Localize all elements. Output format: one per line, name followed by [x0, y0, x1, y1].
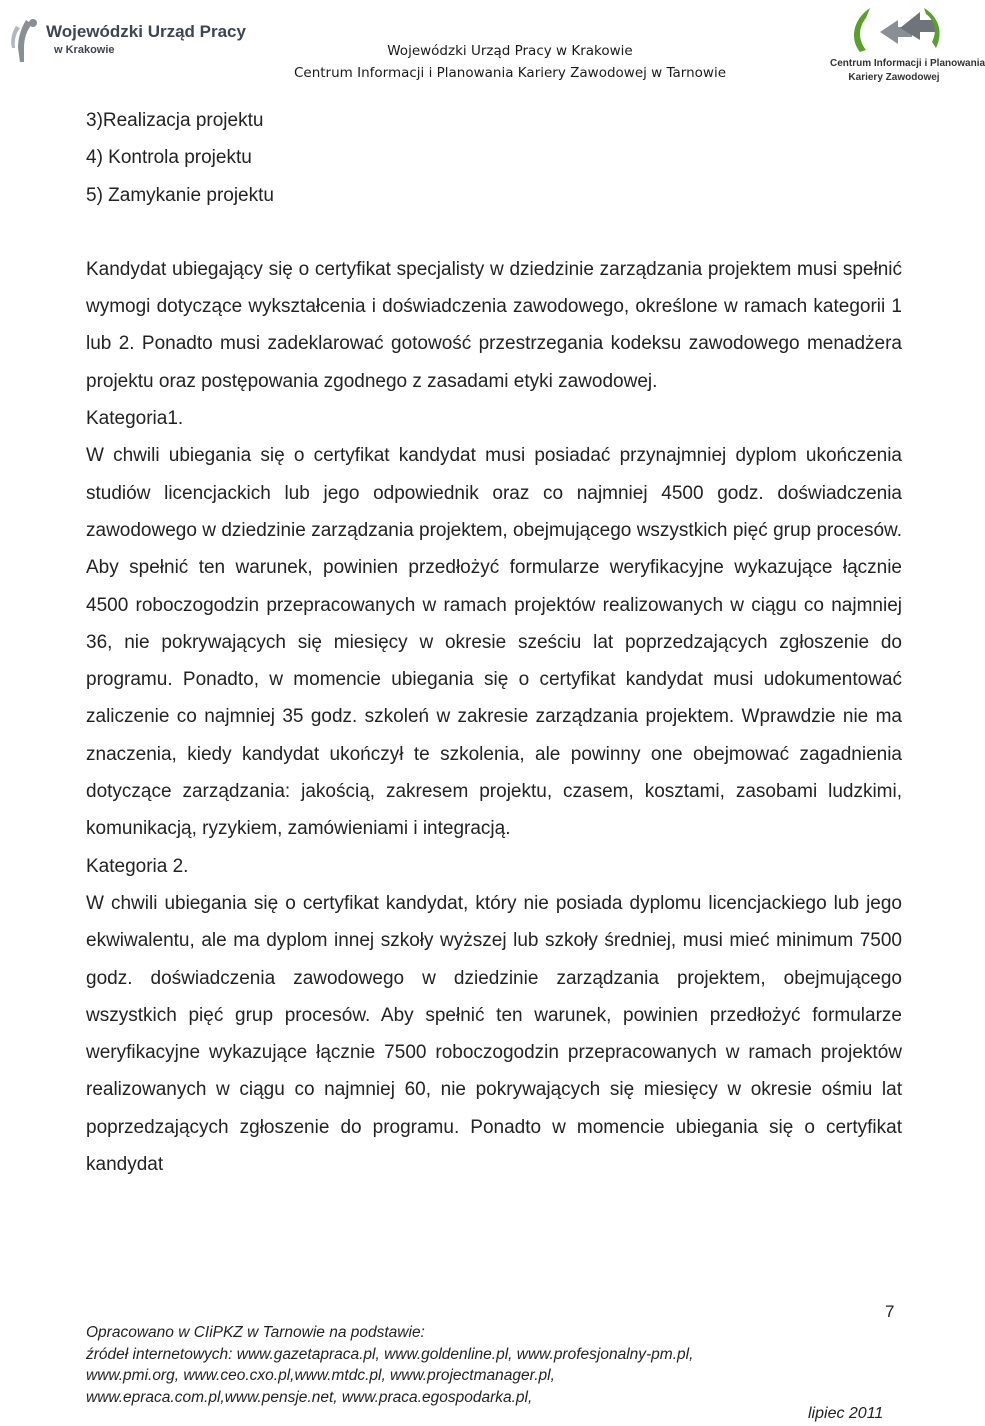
ciipkz-logo	[830, 2, 985, 88]
list-item: 4) Kontrola projektu	[86, 147, 252, 169]
wup-logo	[6, 18, 246, 66]
category-1-paragraph: W chwili ubiegania się o certyfikat kandydat musi posiadać przynajmniej dyplom ukończenia studiów licencjackich lub jego odpowiednik oraz co najmniej 4500 godz. doświadczenia zawodowego w dziedzinie zarządzania projektem, obejmującego wszystkich pięć grup procesów. Aby spełnić ten warunek, powinien przedłożyć formularze weryfikacyjne wykazujące łącznie 4500 roboczogodzin przepracowanych w ramach projektów realizowanych w ciągu co najmniej 36, nie pokrywających się miesięcy w okresie sześciu lat poprzedzających zgłoszenie do programu. Ponadto, w momencie ubiegania się o certyfikat kandydat musi udokumentować zaliczenie co najmniej 35 godz. szkoleń w zakresie zarządzania projektem. Wprawdzie nie ma znaczenia, kiedy kandydat ukończył te szkolenia, ale powinny one obejmować zagadnienia dotyczące zarządzania: jakością, zakresem projektu, czasem, kosztami, zasobami ludzkimi, komunikacją, ryzykiem, zamówieniami i integracją.	[86, 445, 902, 840]
document-body	[86, 102, 902, 1183]
ciipkz-logo-line2: Kariery Zawodowej	[848, 72, 940, 83]
wup-figure-icon	[6, 18, 44, 64]
footer-sources-line: źródeł internetowych: www.gazetapraca.pl, www.goldenline.pl, www.profesjonalny-pm.pl,	[86, 1345, 694, 1363]
ciipkz-arrows-icon	[840, 2, 948, 58]
list-item: 5) Zamykanie projektu	[86, 184, 274, 206]
list-item: 3)Realizacja projektu	[86, 110, 264, 131]
page-number: 7	[885, 1302, 895, 1321]
header-centre-name: Centrum Informacji i Planowania Kariery Zawodowej w Tarnowie	[293, 65, 727, 81]
page-footer	[86, 1322, 906, 1408]
ciipkz-logo-line1: Centrum Informacji i Planowania	[830, 58, 985, 69]
intro-paragraph: Kandydat ubiegający się o certyfikat specjalisty w dziedzinie zarządzania projektem musi spełnić wymogi dotyczące wykształcenia i doświadczenia zawodowego, określone w ramach kategorii 1 lub 2. Ponadto musi zadeklarować gotowość przestrzegania kodeksu zawodowego menadżera projektu oraz postępowania zgodnego z zasadami etyki zawodowej.	[86, 258, 902, 392]
header-center-text	[250, 40, 770, 84]
footer-sources-line: www.epraca.com.pl,www.pensje.net, www.praca.egospodarka.pl,	[86, 1388, 533, 1406]
header-institution: Wojewódzki Urząd Pracy w Krakowie	[387, 43, 633, 59]
footer-sources-line: www.pmi.org, www.ceo.cxo.pl,www.mtdc.pl, www.projectmanager.pl,	[86, 1367, 555, 1384]
wup-logo-title: Wojewódzki Urząd Pracy	[46, 22, 246, 41]
footer-date: lipiec 2011	[808, 1405, 884, 1422]
footer-source-label: Opracowano w CIiPKZ w Tarnowie na podstawie:	[86, 1324, 425, 1341]
category-2-paragraph: W chwili ubiegania się o certyfikat kandydat, który nie posiada dyplomu licencjackiego lub jego ekwiwalentu, ale ma dyplom innej szkoły wyższej lub szkoły średniej, musi mieć minimum 7500 godz. doświadczenia zawodowego w dziedzinie zarządzania projektem, obejmującego wszystkich pięć grup procesów. Aby spełnić ten warunek, powinien przedłożyć formularze weryfikacyjne wykazujące łącznie 7500 roboczogodzin przepracowanych w ramach projektów realizowanych w ciągu co najmniej 60, nie pokrywających się miesięcy w okresie ośmiu lat poprzedzających zgłoszenie do programu. Ponadto w momencie ubiegania się o certyfikat kandydat	[86, 892, 902, 1176]
category-2-heading: Kategoria 2.	[86, 855, 189, 877]
paragraph-gap	[86, 214, 902, 251]
category-1-heading: Kategoria1.	[86, 408, 184, 430]
page-header	[0, 0, 985, 90]
wup-logo-subtitle: w Krakowie	[54, 44, 115, 56]
